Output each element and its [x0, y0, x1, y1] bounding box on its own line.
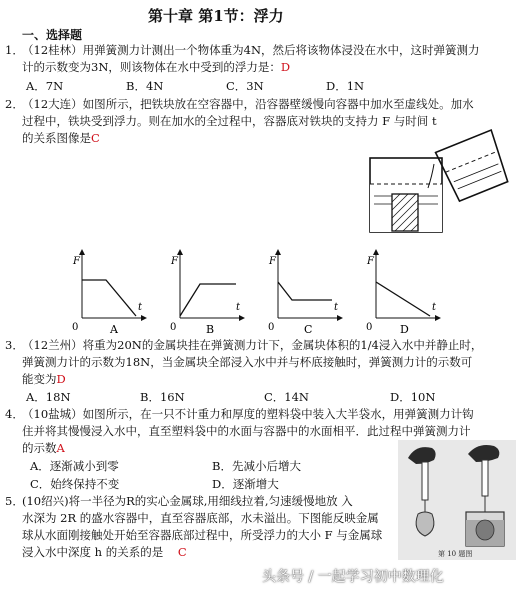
q3-option-b: B．16N — [140, 390, 185, 404]
q3-option-d: D．10N — [390, 390, 436, 404]
graph-b-origin: 0 — [170, 322, 177, 333]
graph-d-label: D — [400, 323, 409, 336]
q1-line1: （12桂林）用弹簧测力计测出一个物体重为4N，然后将该物体浸没在水中，这时弹簧测力 — [22, 43, 480, 57]
q3-number: 3． — [5, 338, 24, 352]
graph-b — [170, 252, 242, 336]
graph-b-f-label: F — [171, 256, 178, 267]
q5-number: 5． — [5, 494, 24, 508]
q5-answer: C — [177, 545, 187, 559]
q2-answer: C — [91, 131, 100, 145]
graph-d — [366, 252, 438, 336]
q1-option-a: A．7N — [26, 79, 64, 93]
q1-line2 — [22, 59, 290, 76]
graph-c-origin: 0 — [268, 322, 275, 333]
q3-line3 — [22, 371, 66, 388]
q4-figure-caption: 第 10 题图 — [438, 550, 473, 558]
q5-line4 — [22, 544, 187, 561]
q3-option-c: C．14N — [264, 390, 309, 404]
q2-text: 的关系图像是 — [22, 131, 91, 145]
q3-option-a: A．18N — [26, 390, 71, 404]
graph-b-t-label: t — [236, 302, 241, 313]
graph-c-label: C — [304, 323, 313, 336]
graph-a-f-label: F — [73, 256, 80, 267]
q4-text: 的示数 — [22, 441, 57, 455]
q5-line3: 球从水面刚接触处开始至容器底部过程中，所受浮力的大小 F 与金属球 — [22, 528, 383, 542]
q3-line2: 弹簧测力计的示数为18N，当金属块全部浸入水中并与杯底接触时，弹簧测力计的示数可 — [22, 355, 473, 369]
q1-option-d: D．1N — [326, 79, 365, 93]
graph-a-origin: 0 — [72, 322, 79, 333]
graph-c-f-label: F — [269, 256, 276, 267]
q4-option-b: B．先减小后增大 — [212, 459, 301, 473]
q2-line1: （12大连）如图所示，把铁块放在空容器中，沿容器壁缓慢向容器中加水至虚线处。加水 — [22, 97, 474, 111]
q4-line2: 住并将其慢慢浸入水中，直至塑料袋中的水面与容器中的水面相平．此过程中弹簧测力计 — [22, 424, 471, 438]
graph-d-origin: 0 — [366, 322, 373, 333]
q4-option-c: C．始终保持不变 — [30, 477, 120, 491]
graph-c — [268, 252, 340, 336]
graph-d-f-label: F — [367, 256, 374, 267]
q5-text: 浸入水中深度 h 的关系的是 — [22, 545, 164, 559]
q5-line1: (10绍兴)将一半径为R的实心金属球,用细线拉着,匀速缓慢地放 入 — [22, 494, 353, 508]
q4-line3 — [22, 440, 65, 457]
q4-option-a: A．逐渐减小到零 — [30, 459, 119, 473]
q4-line1: （10盐城）如图所示，在一只不计重力和厚度的塑料袋中装入大半袋水，用弹簧测力计钩 — [22, 407, 474, 421]
graph-a-label: A — [110, 323, 118, 336]
q2-line2: 过程中，铁块受到浮力。则在加水的全过程中，容器底对铁块的支持力 F 与时间 t — [22, 114, 437, 128]
q2-graphs — [70, 248, 450, 340]
graph-a — [72, 252, 144, 336]
q3-answer: D — [56, 372, 66, 386]
graph-c-t-label: t — [334, 302, 339, 313]
q3-text: 能变为 — [22, 372, 57, 386]
graph-d-t-label: t — [432, 302, 437, 313]
q3-line1: （12兰州）将重为20N的金属块挂在弹簧测力计下，金属块体积的1/4浸入水中并静止时， — [22, 338, 483, 352]
q2-number: 2． — [5, 97, 24, 111]
graph-b-label: B — [206, 323, 215, 336]
q1-option-c: C．3N — [226, 79, 264, 93]
q1-text: 计的示数变为3N，则该物体在水中受到的浮力是： — [22, 60, 281, 74]
q4-answer: A — [56, 441, 65, 455]
q1-number: 1． — [5, 43, 24, 57]
watermark-text: 头条号 / 一起学习初中数理化 — [262, 569, 444, 585]
q1-answer: D — [280, 60, 291, 74]
q4-option-d: D．逐渐增大 — [212, 477, 279, 491]
q4-number: 4． — [5, 407, 24, 421]
q1-option-b: B．4N — [126, 79, 164, 93]
page-title: 第十章 第1节：浮力 — [148, 7, 284, 25]
q2-container-figure — [362, 128, 514, 236]
q5-line2: 水深为 2R 的盛水容器中，直至容器底部，水未溢出。下图能反映金属 — [22, 511, 379, 525]
section-heading: 一、选择题 — [22, 28, 83, 42]
q4-spring-scale-figure — [398, 440, 516, 560]
graph-a-t-label: t — [138, 302, 143, 313]
q2-line3 — [22, 130, 100, 147]
